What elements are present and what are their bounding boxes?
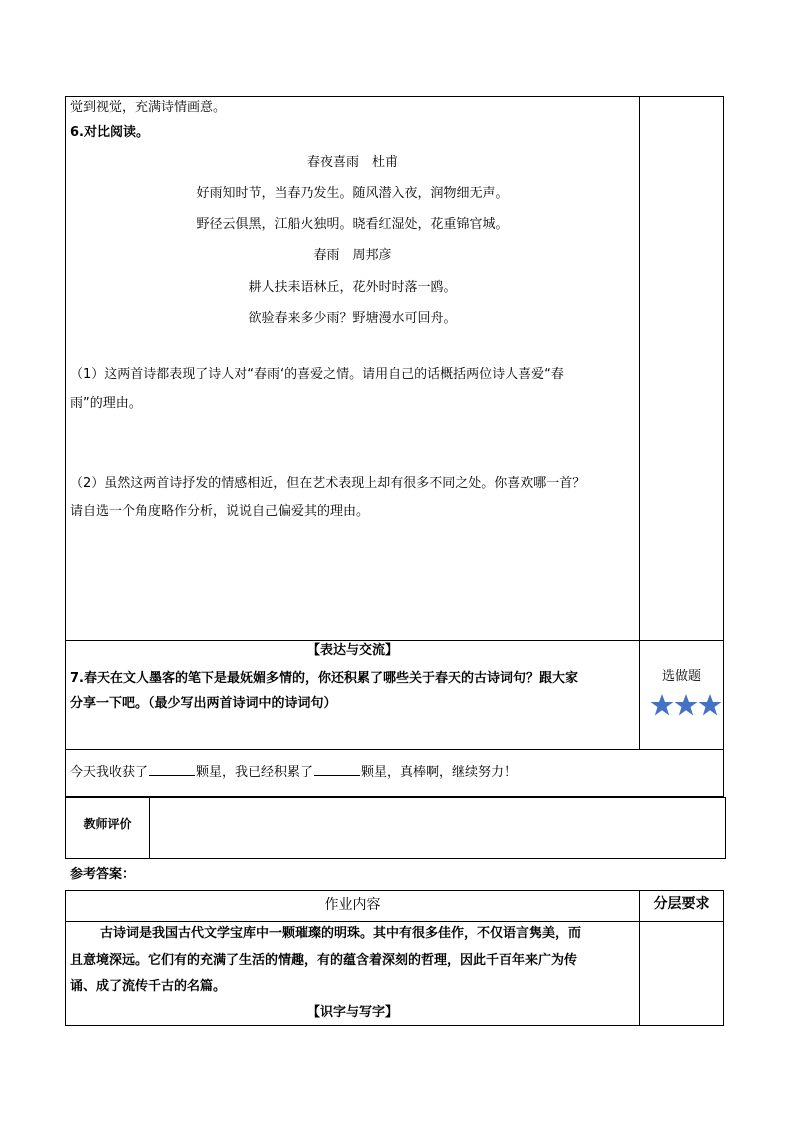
stars-total-blank[interactable]	[314, 763, 360, 776]
star-icon	[650, 693, 674, 717]
poem-2-title: 春雨 周邦彦	[313, 248, 392, 263]
section-heading-expression: 【表达与交流】	[306, 643, 398, 658]
summary-line	[70, 763, 517, 781]
answer-intro-line-3: 诵、成了流传千古的名篇。	[70, 979, 227, 994]
answer-header-requirement: 分层要求	[653, 896, 710, 912]
summary-part-1: 今天我收获了	[70, 765, 149, 780]
answer-header-content: 作业内容	[324, 897, 381, 913]
summary-part-2: 颗星，我已经积累了	[196, 765, 314, 780]
poem-2-line-2: 欲验春来多少雨？野塘漫水可回舟。	[248, 311, 457, 326]
stars-earned-blank[interactable]	[149, 763, 195, 776]
teacher-eval-label: 教师评价	[83, 817, 132, 831]
question-6-2-line-1: （2）虽然这两首诗抒发的情感相近，但在艺术表现上却有很多不同之处。你喜欢哪一首？	[70, 476, 586, 491]
reference-answer-label: 参考答案：	[70, 867, 136, 882]
star-icon	[674, 693, 698, 717]
answer-intro-line-1: 古诗词是我国古代文学宝库中一颗璀璨的明珠。其中有很多佳作，不仅语言隽美，而	[100, 926, 582, 941]
star-icon	[698, 693, 722, 717]
question-6-1-line-2: 雨”的理由。	[70, 396, 142, 411]
question-6-1-line-1: （1）这两首诗都表现了诗人对“春雨‘的喜爱之情。请用自己的话概括两位诗人喜爱“春	[70, 367, 564, 382]
question-7-line-2: 分享一下吧。（最少写出两首诗词中的诗词句）	[70, 696, 337, 711]
optional-question-tag: 选做题	[661, 669, 701, 684]
poem-1-line-1: 好雨知时节，当春乃发生。随风潜入夜，润物细无声。	[196, 186, 509, 201]
answer-intro-line-2: 且意境深远。它们有的充满了生活的情趣，有的蕴含着深刻的哲理，因此千百年来广为传	[70, 953, 578, 968]
continuation-text: 觉到视觉，充满诗情画意。	[70, 100, 227, 115]
teacher-eval-field[interactable]	[150, 798, 725, 858]
poem-2-line-1: 耕人扶耒语林丘，花外时时落一鸥。	[248, 280, 457, 295]
question-6-title: 6.对比阅读。	[70, 125, 149, 140]
rating-stars	[650, 693, 724, 719]
question-6-2-line-2: 请自选一个角度略作分析，说说自己偏爱其的理由。	[70, 504, 370, 519]
answer-section-heading: 【识字与写字】	[306, 1005, 398, 1020]
summary-part-3: 颗星，真棒啊，继续努力！	[361, 765, 518, 780]
question-7-line-1: 7.春天在文人墨客的笔下是最妩媚多情的，你还积累了哪些关于春天的古诗词句？跟大家	[70, 671, 578, 686]
poem-1-title: 春夜喜雨 杜甫	[306, 155, 398, 170]
poem-1-line-2: 野径云俱黑，江船火独明。晓看红湿处，花重锦官城。	[196, 217, 509, 232]
